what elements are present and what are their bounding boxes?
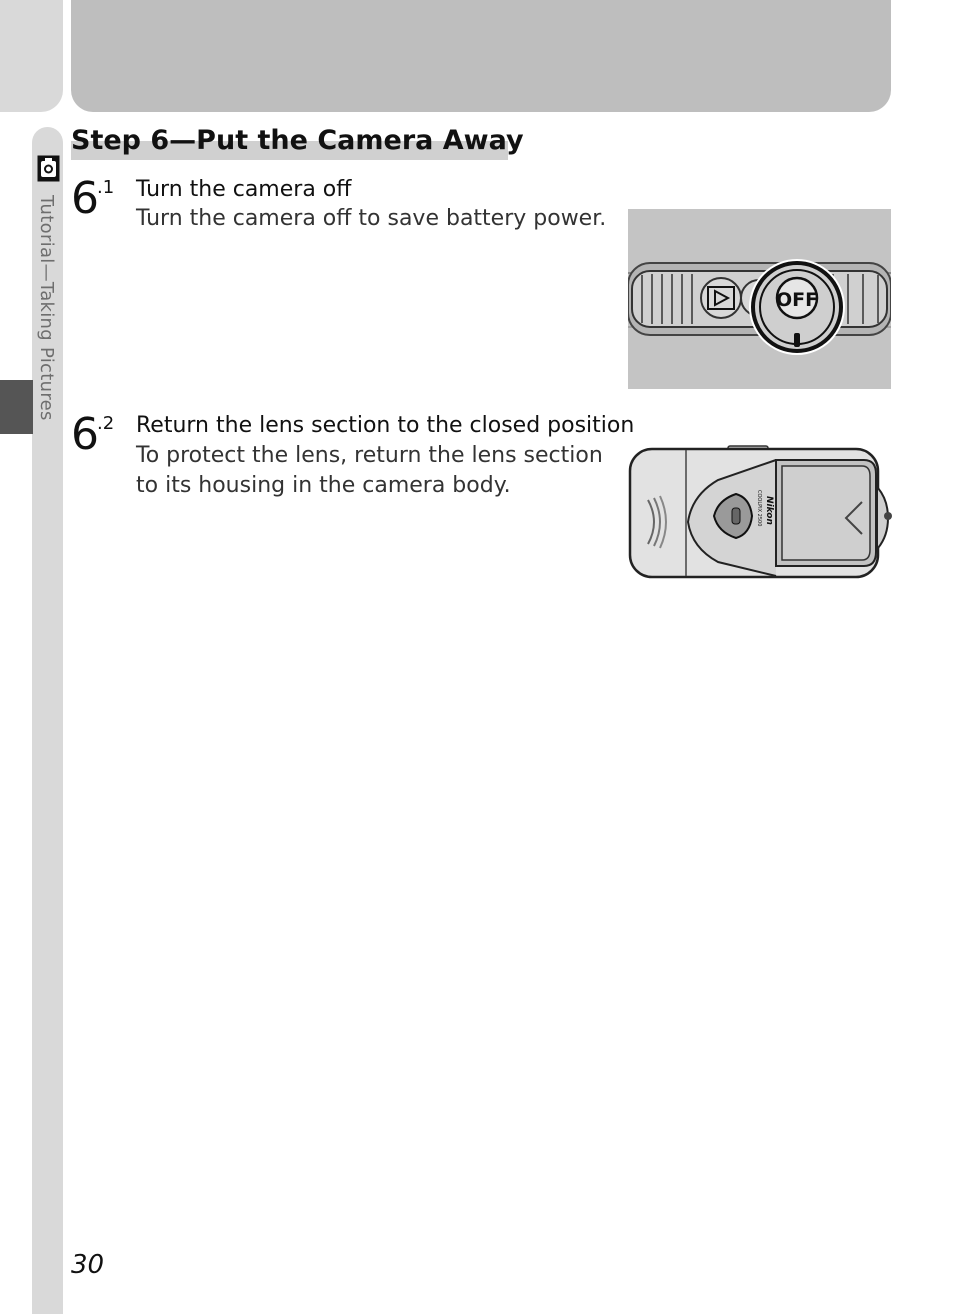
- camera-closed-photo: [626, 440, 894, 582]
- camera-icon: [37, 155, 60, 182]
- step-subnumber: .2: [97, 413, 115, 434]
- page-number: 30: [71, 1250, 105, 1280]
- step-body: Turn the camera off to save battery power.: [136, 206, 607, 231]
- section-marker: [0, 380, 33, 434]
- section-label: [36, 195, 58, 465]
- camera-brand: Nikon: [764, 496, 774, 525]
- camera-model: COOLPIX 2500: [756, 490, 762, 527]
- step-body-line: to its housing in the camera body.: [136, 473, 511, 498]
- off-switch-icon: OFF: [775, 289, 819, 311]
- page-title: Step 6—Put the Camera Away: [71, 125, 524, 156]
- corner-tab: [0, 0, 63, 112]
- header-bar: [71, 0, 891, 112]
- step-body-line: To protect the lens, return the lens section: [136, 443, 603, 468]
- step-heading: Return the lens section to the closed position: [136, 413, 635, 438]
- step-number: 6: [71, 409, 99, 460]
- step-heading: Turn the camera off: [136, 177, 352, 202]
- section-label-text: Tutorial—Taking Pictures: [36, 195, 57, 421]
- step-subnumber: .1: [97, 177, 115, 198]
- step-number: 6: [71, 173, 99, 224]
- step-body: [136, 441, 616, 501]
- page-title-block: [71, 123, 524, 159]
- power-switch-photo: [628, 209, 891, 389]
